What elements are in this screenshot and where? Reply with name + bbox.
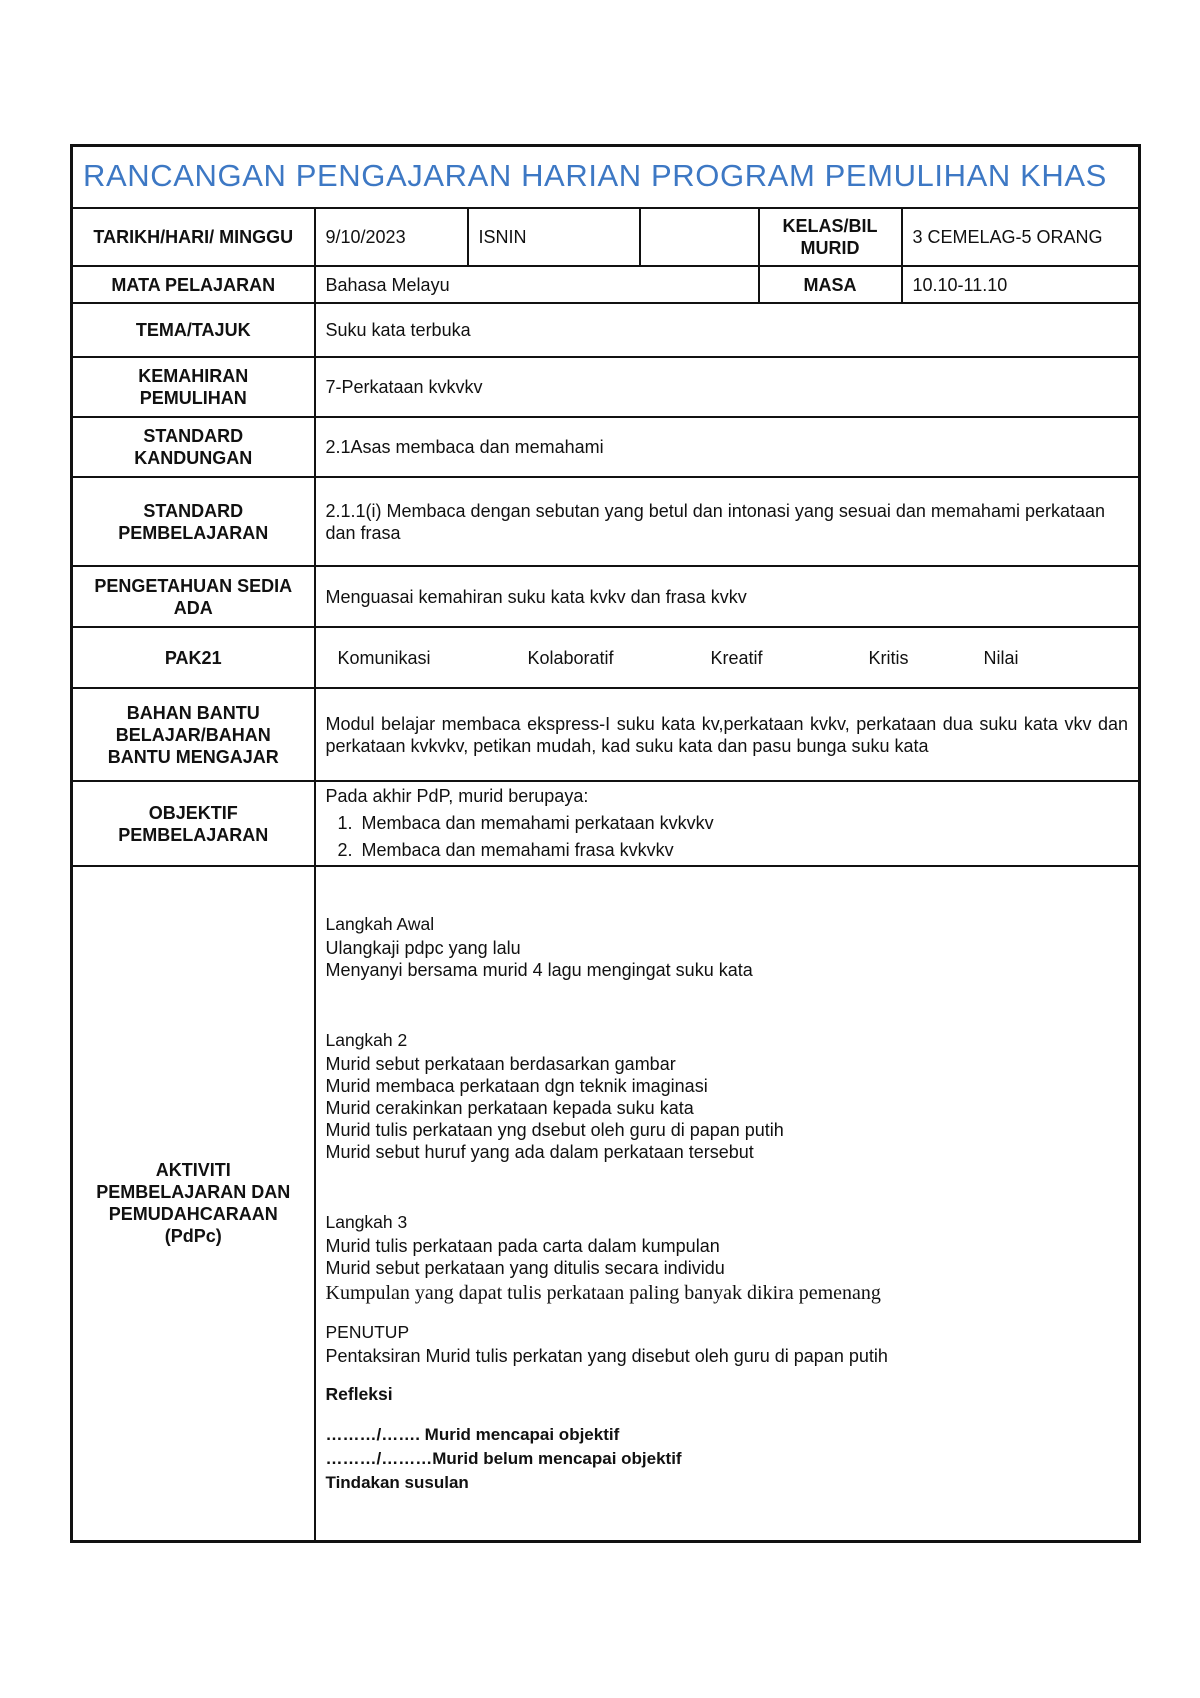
step3-line: Murid tulis perkataan pada carta dalam kumpulan <box>325 1236 720 1257</box>
date-value: 9/10/2023 <box>315 208 468 266</box>
lesson-plan-sheet <box>70 144 1138 1543</box>
objective-label: OBJEKTIF PEMBELAJARAN <box>72 781 315 866</box>
learning-standard-row <box>72 477 1140 566</box>
class-value: 3 CEMELAG-5 ORANG <box>902 208 1140 266</box>
closing-title: PENUTUP <box>325 1322 410 1343</box>
theme-value: Suku kata terbuka <box>315 303 1140 357</box>
step2-title: Langkah 2 <box>325 1030 408 1051</box>
title-cell <box>72 146 1140 209</box>
pak21-value <box>315 627 1140 688</box>
closing-line: Pentaksiran Murid tulis perkatan yang disebut oleh guru di papan putih <box>325 1346 888 1367</box>
skill-label: KEMAHIRAN PEMULIHAN <box>72 357 315 417</box>
prior-knowledge-row <box>72 566 1140 627</box>
pak21-label: PAK21 <box>72 627 315 688</box>
reflection-line: ………/………Murid belum mencapai objektif <box>325 1449 682 1469</box>
lesson-plan-table <box>70 144 1141 1543</box>
pak21-item: Komunikasi <box>337 647 431 668</box>
week-value <box>640 208 759 266</box>
step2-line: Murid membaca perkataan dgn teknik imaginasi <box>325 1076 708 1097</box>
time-value: 10.10-11.10 <box>902 266 1140 303</box>
step2-line: Murid sebut perkataan berdasarkan gambar <box>325 1054 676 1075</box>
objective-row <box>72 781 1140 866</box>
step1-line: Ulangkaji pdpc yang lalu <box>325 938 521 959</box>
pak21-row <box>72 627 1140 688</box>
content-standard-label: STANDARD KANDUNGAN <box>72 417 315 477</box>
objective-value <box>315 781 1140 866</box>
activity-row <box>72 866 1140 1541</box>
objective-item: 1. Membaca dan memahami perkataan kvkvkv <box>358 810 1129 837</box>
content-standard-row <box>72 417 1140 477</box>
teaching-aids-value: Modul belajar membaca ekspress-I suku kata kv,perkataan kvkv, perkataan dua suku kata vkv dan perkataan kvkvkv, petikan mudah, kad suku kata dan pasu bunga suku kata <box>315 688 1140 781</box>
step2-line: Murid tulis perkataan yng dsebut oleh guru di papan putih <box>325 1120 784 1141</box>
activity-content <box>315 866 1140 1541</box>
pak21-item: Kolaboratif <box>527 647 614 668</box>
time-label: MASA <box>759 266 902 303</box>
step3-title: Langkah 3 <box>325 1212 408 1233</box>
pak21-item: Nilai <box>983 647 1019 668</box>
class-label: KELAS/BIL MURID <box>759 208 902 266</box>
page-title: RANCANGAN PENGAJARAN HARIAN PROGRAM PEMULIHAN KHAS <box>83 158 1107 193</box>
subject-label: MATA PELAJARAN <box>72 266 315 303</box>
date-label: TARIKH/HARI/ MINGGU <box>72 208 315 266</box>
subject-row <box>72 266 1140 303</box>
step3-line: Murid sebut perkataan yang ditulis secara individu <box>325 1258 725 1279</box>
objective-list <box>326 810 1129 864</box>
skill-row <box>72 357 1140 417</box>
prior-knowledge-label: PENGETAHUAN SEDIA ADA <box>72 566 315 627</box>
step3-serif-line: Kumpulan yang dapat tulis perkataan paling banyak dikira pemenang <box>325 1282 881 1305</box>
prior-knowledge-value: Menguasai kemahiran suku kata kvkv dan frasa kvkv <box>315 566 1140 627</box>
step2-line: Murid sebut huruf yang ada dalam perkataan tersebut <box>325 1142 754 1163</box>
step2-line: Murid cerakinkan perkataan kepada suku kata <box>325 1098 694 1119</box>
objective-item: 2. Membaca dan memahami frasa kvkvkv <box>358 837 1129 864</box>
skill-value: 7-Perkataan kvkvkv <box>315 357 1140 417</box>
objective-intro: Pada akhir PdP, murid berupaya: <box>325 785 589 806</box>
reflection-line: ………/……. Murid mencapai objektif <box>325 1425 620 1445</box>
learning-standard-value: 2.1.1(i) Membaca dengan sebutan yang betul dan intonasi yang sesuai dan memahami perkataan dan frasa <box>315 477 1140 566</box>
theme-label: TEMA/TAJUK <box>72 303 315 357</box>
step1-title: Langkah Awal <box>325 914 435 935</box>
theme-row <box>72 303 1140 357</box>
content-standard-value: 2.1Asas membaca dan memahami <box>315 417 1140 477</box>
step1-line: Menyanyi bersama murid 4 lagu mengingat suku kata <box>325 960 753 981</box>
learning-standard-label: STANDARD PEMBELAJARAN <box>72 477 315 566</box>
date-row <box>72 208 1140 266</box>
teaching-aids-row <box>72 688 1140 781</box>
reflection-line: Tindakan susulan <box>325 1473 469 1493</box>
title-row <box>72 146 1140 209</box>
subject-value: Bahasa Melayu <box>315 266 759 303</box>
pak21-item: Kritis <box>868 647 909 668</box>
day-value: ISNIN <box>468 208 640 266</box>
teaching-aids-label: BAHAN BANTU BELAJAR/BAHAN BANTU MENGAJAR <box>72 688 315 781</box>
activity-label: AKTIVITI PEMBELAJARAN DAN PEMUDAHCARAAN (PdPc) <box>72 866 315 1541</box>
pak21-item: Kreatif <box>710 647 763 668</box>
reflection-title: Refleksi <box>325 1384 393 1405</box>
